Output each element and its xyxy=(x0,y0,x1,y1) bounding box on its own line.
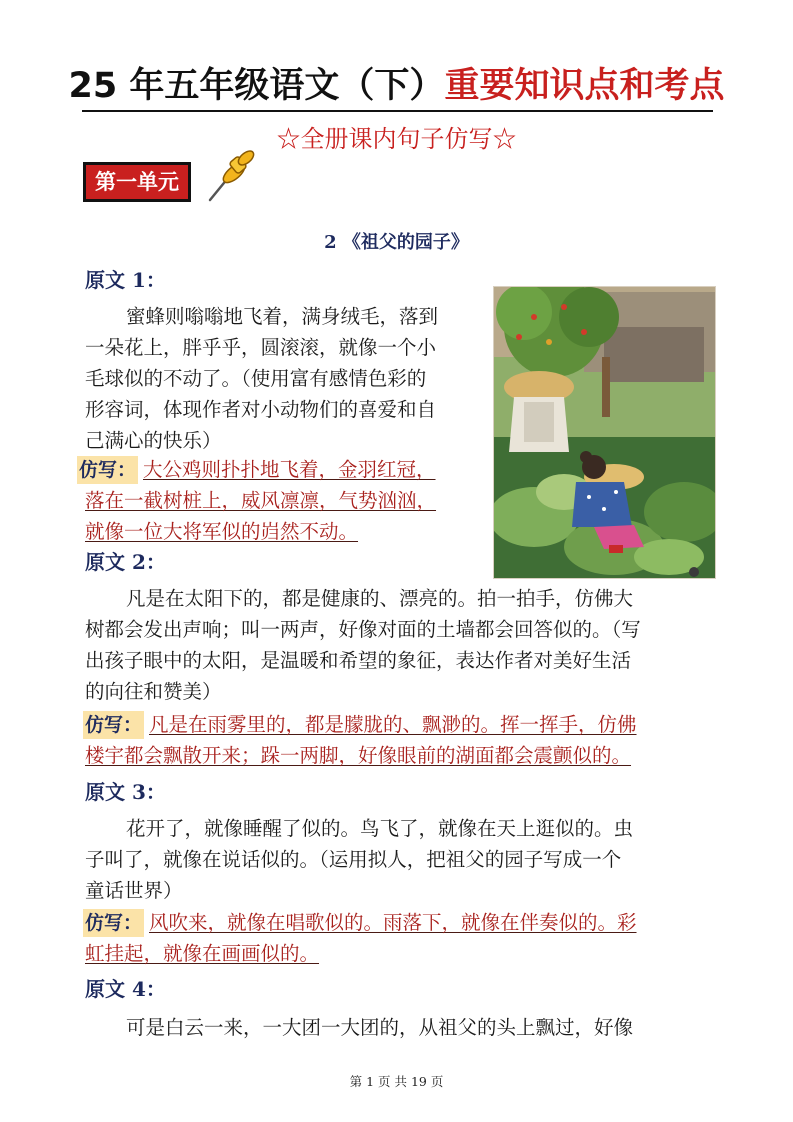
section-2-label: 原文 2： xyxy=(85,550,166,574)
original-line: 童话世界） xyxy=(85,879,183,902)
imitation-line: 落在一截树桩上，威风凛凛，气势汹汹， xyxy=(85,489,437,512)
section-2-imitation-label: 仿写： xyxy=(83,711,144,739)
section-4-original xyxy=(85,1012,725,1043)
original-line: 形容词，体现作者对小动物们的喜爱和自 xyxy=(85,398,437,421)
garden-illustration xyxy=(493,286,716,579)
original-line: 己满心的快乐） xyxy=(85,429,222,452)
section-2-imitation-cont xyxy=(85,740,725,771)
imitation-line: 楼宇都会飘散开来；跺一两脚，好像眼前的湖面都会震颤似的。 xyxy=(85,744,632,767)
original-line: 子叫了，就像在说话似的。（运用拟人，把祖父的园子写成一个 xyxy=(85,848,622,871)
original-line: 毛球似的不动了。（使用富有感情色彩的 xyxy=(85,367,427,390)
title-grade: 25 年五年级语文（下） xyxy=(68,66,445,106)
imitation-line: 凡是在雨雾里的，都是朦胧的、飘渺的。挥一挥手，仿佛 xyxy=(149,713,637,736)
original-line: 树都会发出声响；叫一两声，好像对面的土墙都会回答似的。（写 xyxy=(85,618,641,641)
section-1-imitation-label: 仿写： xyxy=(77,456,138,484)
original-line: 出孩子眼中的太阳，是温暖和希望的象征，表达作者对美好生活 xyxy=(85,649,632,672)
original-line: 蜜蜂则嗡嗡地飞着，满身绒毛，落到 xyxy=(126,305,439,328)
section-3-original xyxy=(85,813,725,906)
imitation-line: 就像一位大将军似的岿然不动。 xyxy=(85,520,359,543)
section-4-label: 原文 4： xyxy=(85,977,166,1001)
original-line: 的向往和赞美） xyxy=(85,680,222,703)
section-1-label: 原文 1： xyxy=(85,268,166,292)
original-line: 凡是在太阳下的，都是健康的、漂亮的。拍一拍手，仿佛大 xyxy=(126,587,634,610)
imitation-line: 大公鸡则扑扑地飞着，金羽红冠， xyxy=(143,458,436,481)
imitation-line: 虹挂起，就像在画画似的。 xyxy=(85,942,320,965)
original-line: 花开了，就像睡醒了似的。鸟飞了，就像在天上逛似的。虫 xyxy=(126,817,634,840)
section-3-label: 原文 3： xyxy=(85,780,166,804)
lesson-title: 2 《祖父的园子》 xyxy=(324,232,469,253)
section-2-imitation xyxy=(149,709,719,740)
section-1-imitation-cont xyxy=(85,485,490,547)
section-2-original xyxy=(85,583,725,707)
title-underline xyxy=(82,110,713,112)
pushpin-icon xyxy=(202,148,258,204)
imitation-line: 风吹来，就像在唱歌似的。雨落下，就像在伴奏似的。彩 xyxy=(149,911,637,934)
section-3-imitation-cont xyxy=(85,938,725,969)
page-subtitle: ☆全册课内句子仿写☆ xyxy=(276,125,517,153)
section-1-original xyxy=(85,301,485,456)
page-title xyxy=(0,62,793,110)
section-3-imitation xyxy=(149,907,719,938)
original-line: 一朵花上，胖乎乎，圆滚滚，就像一个小 xyxy=(85,336,437,359)
unit-badge: 第一单元 xyxy=(83,162,191,202)
section-3-imitation-label: 仿写： xyxy=(83,909,144,937)
original-line: 可是白云一来，一大团一大团的，从祖父的头上飘过，好像 xyxy=(126,1016,634,1039)
section-1-imitation xyxy=(143,454,488,485)
title-topic: 重要知识点和考点 xyxy=(444,66,725,106)
page-number: 第 1 页 共 19 页 xyxy=(349,1074,444,1089)
